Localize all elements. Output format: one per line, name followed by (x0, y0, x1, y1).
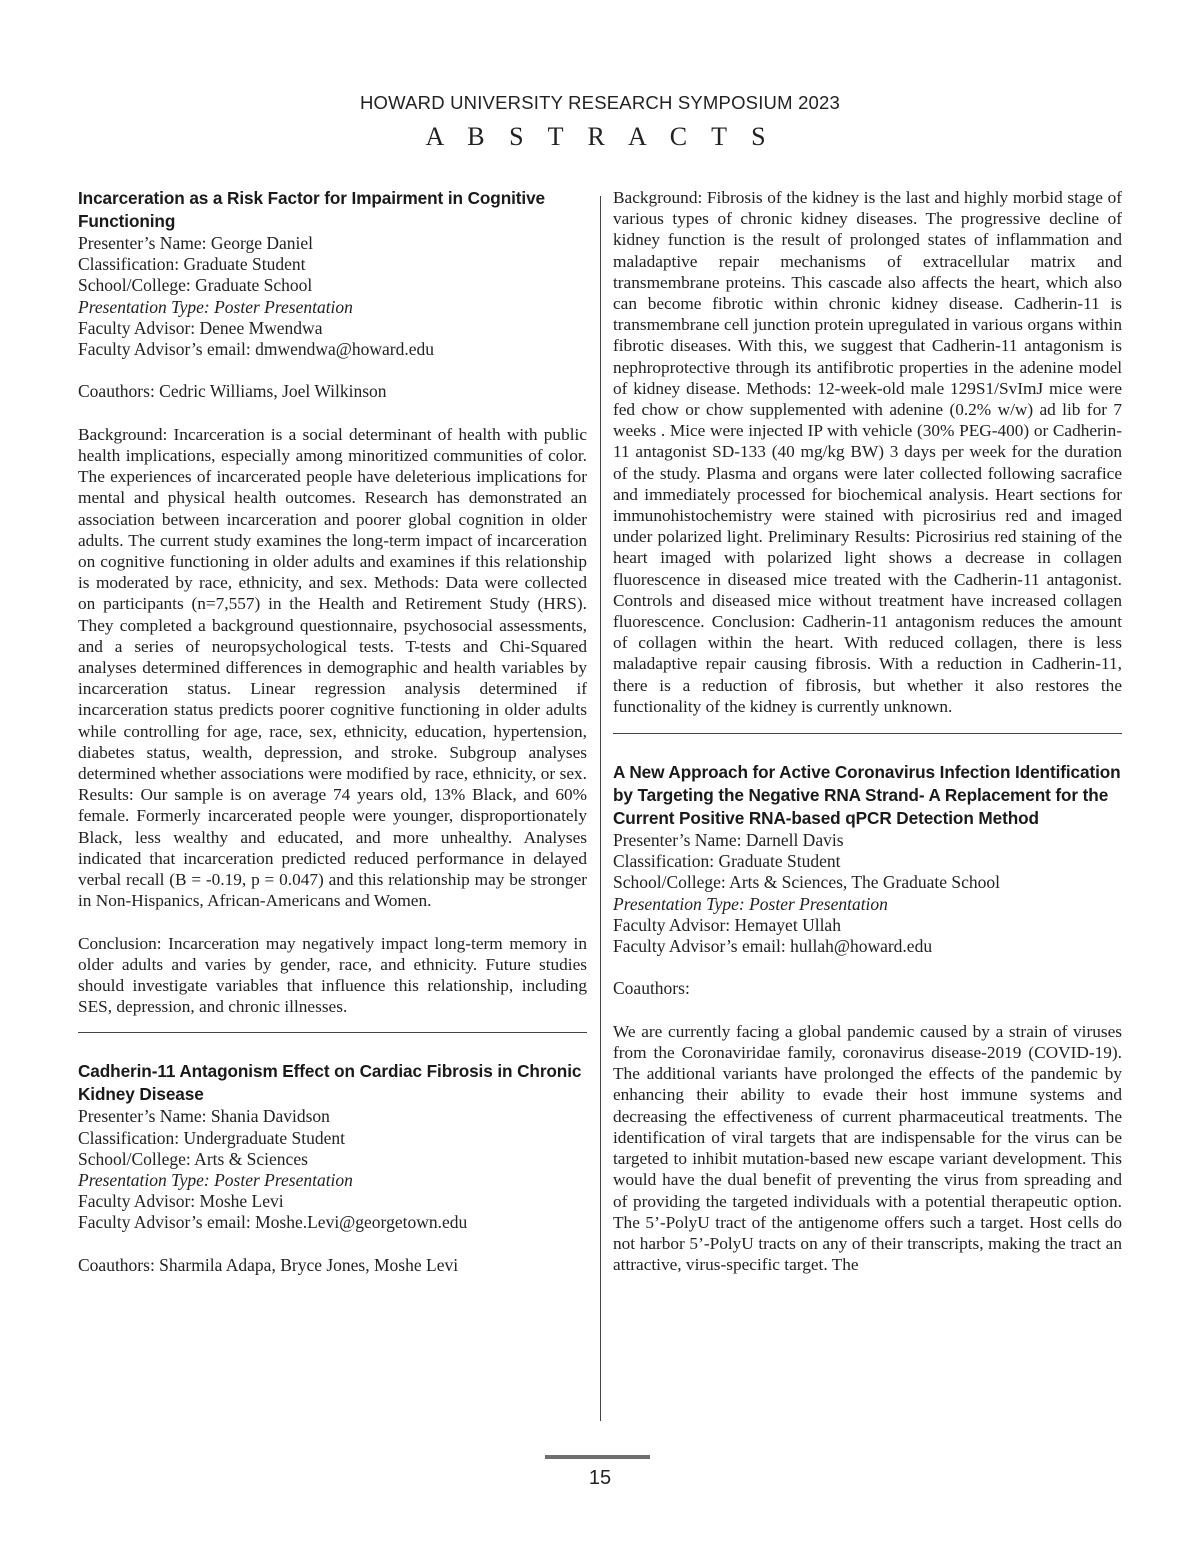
abstract-title: Cadherin-11 Antagonism Effect on Cardiac Fibrosis in Chronic Kidney Disease (78, 1061, 582, 1105)
abstract-meta (78, 233, 587, 424)
presenter-name: Presenter’s Name: Shania Davidson (78, 1106, 330, 1127)
coauthors: Coauthors: Sharmila Adapa, Bryce Jones, Moshe Levi (78, 1254, 459, 1275)
abstract-body: Background: Incarceration is a social determinant of health with public health implications, especially among minoritized communities of color. The experiences of incarcerated people have deleterious implications for mental and physical health outcomes. Research has demonstrated an association between incarceration and poorer global cognition in older adults. The current study examines the long-term impact of incarceration on cognitive functioning in older adults and examines if this relationship is moderated by race, ethnicity, and sex. Methods: Data were collected on participants (n=7,557) in the Health and Retirement Study (HRS). They completed a background questionnaire, psychosocial assessments, and a series of neuropsychological tests. T-tests and Chi-Squared analyses determined differences in demographic and health variables by incarceration status. Linear regression analysis determined if incarceration status predicts poorer cognitive functioning in older adults while controlling for age, race, sex, ethnicity, education, hypertension, diabetes status, wealth, depression, and stroke. Subgroup analyses determined whether associations were modified by race, ethnicity, or sex. Results: Our sample is on average 74 years old, 13% Black, and 60% female. Formerly incarcerated people were younger, disproportionately Black, less wealthy and educated, and more unhealthy. Analyses indicated that incarceration predicted reduced performance in delayed verbal recall (B = -0.19, p = 0.047) and this relationship may be stronger in Non-Hispanics, African-Americans and Women. (78, 424, 587, 911)
school-college: School/College: Graduate School (78, 275, 313, 296)
faculty-advisor: Faculty Advisor: Moshe Levi (78, 1191, 284, 1212)
symposium-title: HOWARD UNIVERSITY RESEARCH SYMPOSIUM 2023 (359, 92, 841, 113)
faculty-advisor-email: Faculty Advisor’s email: dmwendwa@howard.edu (78, 339, 435, 360)
classification: Classification: Undergraduate Student (78, 1127, 345, 1148)
classification: Classification: Graduate Student (613, 851, 841, 872)
abstract-meta (78, 1106, 587, 1276)
abstract-body: We are currently facing a global pandemic caused by a strain of viruses from the Coronaviridae family, coronavirus disease-2019 (COVID-19). The additional variants have prolonged the effects of the pandemic by enhancing their ability to evade their host immune systems and decreasing the effectiveness of current pharmaceutical treatments. The identification of viral targets that are indispensable for the virus can be targeted to inhibit mutation-based new escape variant development. This would have the dual benefit of preventing the virus from spreading and of providing the targeted individuals with a potential therapeutic option. The 5’-PolyU tract of the antigenome offers such a target. Host cells do not harbor 5’-PolyU tracts on any of their transcripts, making the tract an attractive, virus-specific target. The (613, 1021, 1122, 1275)
abstract-cadherin (78, 1060, 587, 1276)
abstract-conclusion: Conclusion: Incarceration may negatively impact long-term memory in older adults and varies by gender, race, and ethnicity. Future studies should investigate variables that influence this relationship, including SES, depression, and chronic illnesses. (78, 933, 587, 1017)
left-column (78, 187, 587, 1276)
presenter-name: Presenter’s Name: Darnell Davis (613, 830, 844, 851)
faculty-advisor-email: Faculty Advisor’s email: Moshe.Levi@georgetown.edu (78, 1212, 468, 1233)
abstract-title: Incarceration as a Risk Factor for Impairment in Cognitive Functioning (78, 188, 545, 231)
column-divider (600, 196, 601, 1421)
school-college: School/College: Arts & Sciences (78, 1148, 308, 1169)
abstract-meta (613, 830, 1122, 1021)
page-number: 15 (588, 1467, 612, 1489)
right-column (613, 187, 1122, 1275)
classification: Classification: Graduate Student (78, 254, 306, 275)
coauthors: Coauthors: Cedric Williams, Joel Wilkinson (78, 381, 387, 402)
page-header (0, 92, 1200, 152)
section-title: A B S T R A C T S (425, 122, 775, 151)
presenter-name: Presenter’s Name: George Daniel (78, 233, 314, 253)
faculty-advisor-email: Faculty Advisor’s email: hullah@howard.edu (613, 936, 933, 957)
abstract-body-continued: Background: Fibrosis of the kidney is the last and highly morbid stage of various types of chronic kidney diseases. The progressive decline of kidney function is the result of prolonged states of inflammation and maladaptive repair mechanisms of extracellular matrix and transmembrane proteins. This cascade also affects the heart, which also can become fibrotic within chronic kidney disease. Cadherin-11 is transmembrane cell junction protein upregulated in various organs within fibrotic diseases. With this, we suggest that Cadherin-11 antagonism is nephroprotective through its antifibrotic properties in the adenine model of kidney disease. Methods: 12-week-old male 129S1/SvImJ mice were fed chow or chow supplemented with adenine (0.2% w/w) ad lib for 7 weeks . Mice were injected IP with vehicle (30% PEG-400) or Cadherin-11 antagonist SD-133 (40 mg/kg BW) 3 days per week for the duration of the study. Plasma and organs were later collected following sacrafice and immediately processed for biochemical analysis. Heart sections for immunohistochemistry were stained with picrosirius red and imaged under polarized light. Preliminary Results: Picrosirius red staining of the heart imaged with polarized light shows a decrease in collagen fluorescence in diseased mice treated with the Cadherin-11 antagonist. Controls and diseased mice without treatment have increased collagen fluorescence. Conclusion: Cadherin-11 antagonism reduces the amount of collagen within the heart. With reduced collagen, there is less maladaptive repair causing fibrosis. With a reduction in Cadherin-11, there is a reduction of fibrosis, but whether it also restores the functionality of the kidney is currently unknown. (613, 188, 1122, 716)
abstract-coronavirus (613, 761, 1122, 1275)
footer-bar (545, 1455, 650, 1459)
abstract-title: A New Approach for Active Coronavirus Infection Identification by Targeting the Negative RNA Strand- A Replacement for the Current Positive RNA-based qPCR Detection Method (613, 762, 1121, 829)
faculty-advisor: Faculty Advisor: Denee Mwendwa (78, 317, 323, 338)
faculty-advisor: Faculty Advisor: Hemayet Ullah (613, 914, 841, 935)
presentation-type: Presentation Type: Poster Presentation (78, 296, 353, 317)
abstract-incarceration (78, 187, 587, 1017)
school-college: School/College: Arts & Sciences, The Graduate School (613, 872, 1001, 893)
presentation-type: Presentation Type: Poster Presentation (78, 1170, 353, 1191)
presentation-type: Presentation Type: Poster Presentation (613, 893, 888, 914)
coauthors: Coauthors: (613, 978, 690, 999)
